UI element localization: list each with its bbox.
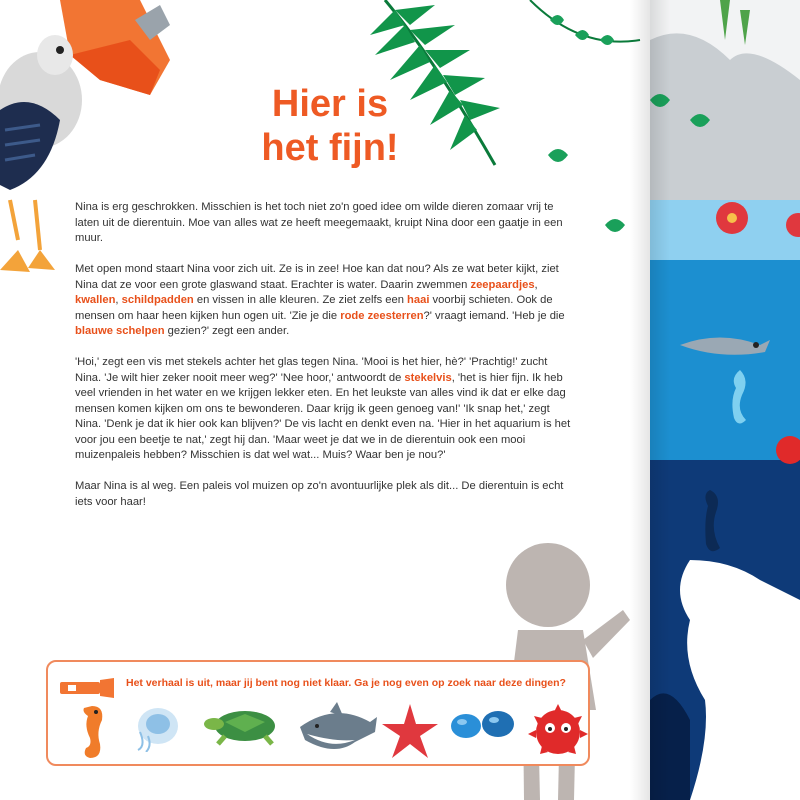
jellyfish-icon bbox=[132, 702, 182, 752]
story-text-segment: 'Hoi,' zegt een vis met stekels achter het glas tegen Nina. 'Mooi is het hier, hè?' 'Prachtig!' zucht Nina. 'Je wilt hier zeker nooit meer weg?' 'Nee hoor,' antwoordt de bbox=[75, 356, 548, 384]
story-text-segment: Maar Nina is al weg. Een paleis vol muizen op zo'n avontuurlijke plek als dit... De dierentuin is echt iets voor haar! bbox=[75, 480, 564, 508]
story-paragraph bbox=[75, 262, 575, 340]
story-text-segment: Met open mond staart Nina voor zich uit. Ze is in zee! Hoe kan dat nou? Als ze wat beter kijkt, ziet Nina dat ze voor een grote glaswand staat. Erachter is water. Daarin zwemmen bbox=[75, 263, 559, 291]
story-text-segment: en vissen in alle kleuren. Ze ziet zelfs een bbox=[193, 294, 408, 306]
story-text-segment: , bbox=[115, 294, 122, 306]
story-paragraph bbox=[75, 355, 575, 464]
highlighted-word: stekelvis bbox=[404, 371, 452, 384]
blue-shells-icon bbox=[448, 702, 518, 747]
story-text-segment: Nina is erg geschrokken. Misschien is het toch niet zo'n goed idee om wilde dieren zomaar vrij te laten uit de dierentuin. Moe van alles wat ze heeft meegemaakt, kruipt Nina door een gaatje in een muur. bbox=[75, 201, 563, 244]
seahorse-icon bbox=[72, 702, 112, 762]
book-gutter-shadow bbox=[630, 0, 670, 800]
highlighted-word: blauwe schelpen bbox=[75, 325, 165, 337]
highlighted-word: kwallen bbox=[75, 294, 116, 306]
title-line-2: het fijn! bbox=[261, 127, 399, 169]
search-items bbox=[70, 702, 590, 762]
highlighted-word: zeepaardjes bbox=[470, 278, 535, 291]
pufferfish-icon bbox=[526, 702, 590, 760]
story-text bbox=[75, 200, 575, 526]
highlighted-word: haai bbox=[407, 294, 430, 306]
story-text-segment: , bbox=[534, 278, 538, 291]
search-prompt: Het verhaal is uit, maar jij bent nog niet klaar. Ga je nog even op zoek naar deze dingen? bbox=[126, 677, 566, 689]
shark-icon bbox=[295, 702, 380, 762]
aquarium-illustration bbox=[650, 0, 800, 800]
right-page bbox=[650, 0, 800, 800]
starfish-icon bbox=[380, 702, 440, 762]
story-text-segment: ?' vraagt iemand. 'Heb je die bbox=[423, 309, 565, 322]
highlighted-word: schildpadden bbox=[121, 294, 194, 306]
highlighted-word: rode zeesterren bbox=[340, 309, 424, 322]
story-text-segment: , 'het is hier fijn. Ik heb veel vrienden in het water en we krijgen lekker eten. En het leukste van alles vind ik dat er elke dag mensen komen kijken om ons te bewonderen. Daar krijg ik geen genoeg van!' 'Ik snap het,' zegt Nina. 'Denk je dat ik hier ook kan blijven?' De vis lacht en denkt even na. 'Hier in het aquarium is het voor jou een beetje te nat,' zegt hij dan. 'Maar weet je dat we in de dierentuin ook een mooi muizenpaleis hebben? Misschien is dat wel wat... Muis? Waar ben je nou?' bbox=[75, 371, 571, 461]
story-paragraph bbox=[75, 200, 575, 247]
story-text-segment: voorbij schieten. Ook de mensen om haar heen kijken hun ogen uit. 'Zie je die bbox=[75, 294, 553, 322]
title-line-1: Hier is bbox=[271, 83, 389, 125]
turtle-icon bbox=[200, 702, 290, 747]
search-box bbox=[46, 660, 590, 766]
flashlight-icon bbox=[58, 678, 116, 698]
story-text-segment: gezien?' zegt een ander. bbox=[164, 325, 290, 337]
story-paragraph bbox=[75, 479, 575, 510]
page-title bbox=[250, 82, 410, 170]
